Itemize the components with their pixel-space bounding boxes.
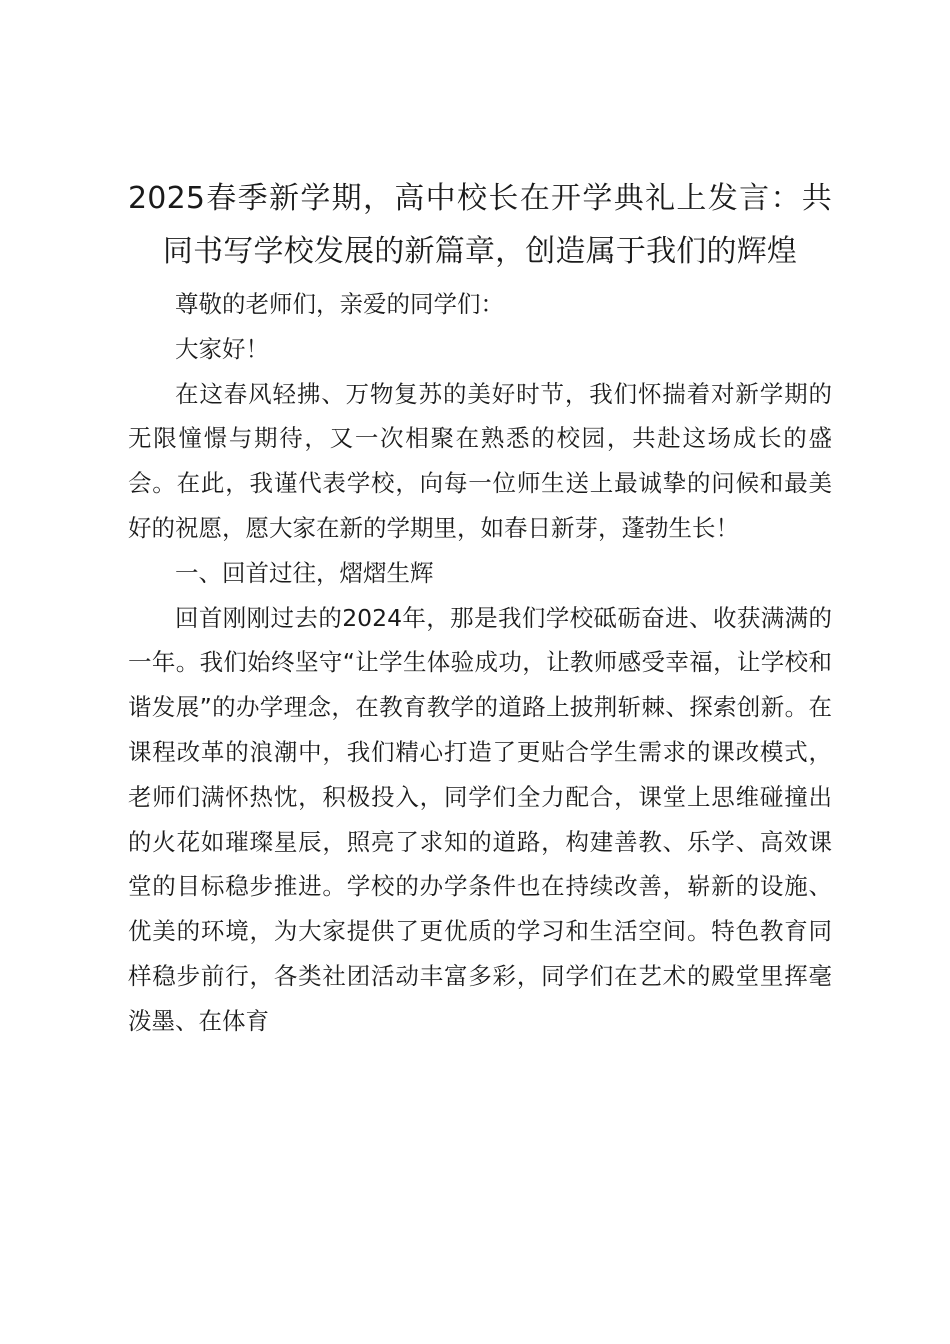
document-title: 2025春季新学期，高中校长在开学典礼上发言：共同书写学校发展的新篇章，创造属于我们的辉煌 <box>128 181 832 269</box>
greeting: 大家好！ <box>175 334 269 363</box>
opening-paragraph: 在这春风轻拂、万物复苏的美好时节，我们怀揣着对新学期的无限憧憬与期待，又一次相聚在熟悉的校园，共赴这场成长的盛会。在此，我谨代表学校，向每一位师生送上最诚挚的问候和最美好的祝愿，愿大家在新的学期里，如春日新芽，蓬勃生长！ <box>128 379 832 542</box>
section-paragraph: 回首刚刚过去的2024年，那是我们学校砥砺奋进、收获满满的一年。我们始终坚守“让学生体验成功，让教师感受幸福，让学校和谐发展”的办学理念，在教育教学的道路上披荆斩棘、探索创新。在课程改革的浪潮中，我们精心打造了更贴合学生需求的课改模式，老师们满怀热忱，积极投入，同学们全力配合，课堂上思维碰撞出的火花如璀璨星辰，照亮了求知的道路，构建善教、乐学、高效课堂的目标稳步推进。学校的办学条件也在持续改善，崭新的设施、优美的环境，为大家提供了更优质的学习和生活空间。特色教育同样稳步前行，各类社团活动丰富多彩，同学们在艺术的殿堂里挥毫泼墨、在体育 <box>128 603 832 1035</box>
document-body <box>128 172 832 1044</box>
salutation: 尊敬的老师们，亲爱的同学们： <box>175 290 504 318</box>
section-heading: 一、回首过往，熠熠生辉 <box>175 558 434 587</box>
